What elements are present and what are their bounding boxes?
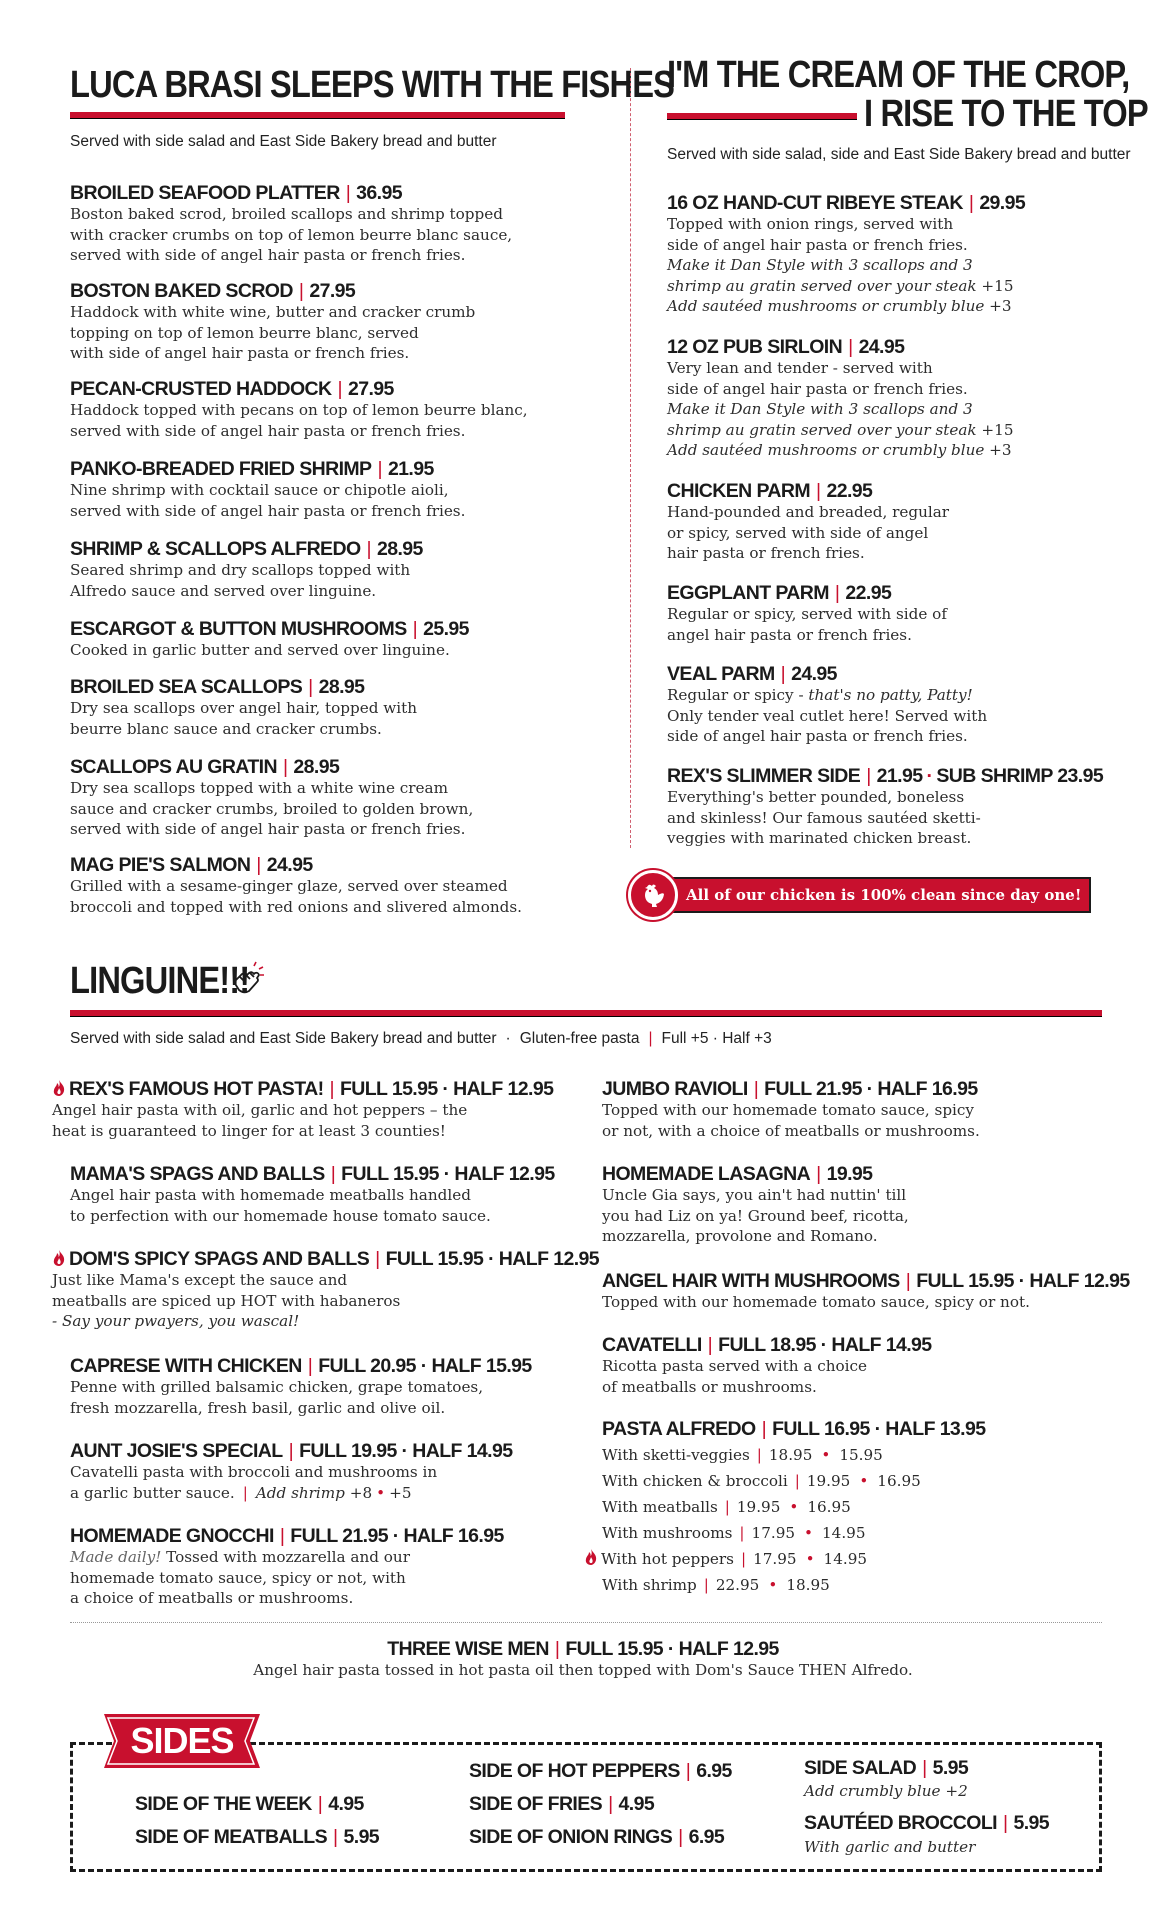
menu-item: CAVATELLI | FULL 18.95 · HALF 14.95 Ricotta pasta served with a choice of meatballs or mushrooms. (602, 1334, 932, 1396)
item-price: FULL 19.95 · HALF 14.95 (299, 1440, 513, 1462)
item-price: 29.95 (979, 192, 1026, 214)
item-desc-line: of meatballs or mushrooms. (602, 1377, 817, 1396)
entrees-title-line1: I'M THE CREAM OF THE CROP, (667, 54, 1130, 96)
option-full-price: 19.95 (736, 1498, 781, 1516)
item-price: FULL 15.95 · HALF 12.95 (339, 1078, 554, 1100)
option-half-price: 15.95 (839, 1446, 883, 1464)
item-name: AUNT JOSIE'S SPECIAL (70, 1440, 283, 1462)
item-name: BROILED SEA SCALLOPS (70, 676, 303, 698)
linguine-title-underline (70, 1010, 1102, 1016)
seafood-title-underline (70, 112, 565, 118)
item-desc-line: hair pasta or french fries. (667, 544, 865, 562)
item-quote: - Say your pwayers, you wascal! (52, 1312, 300, 1330)
item-desc-line: Dry sea scallops over angel hair, topped with (70, 699, 418, 717)
upsell-price: +3 (984, 441, 1012, 459)
item-desc-line: side of angel hair pasta or french fries. (667, 235, 968, 254)
item-desc-line: side of angel hair pasta or french fries. (667, 379, 968, 398)
item-desc-line: Regular or spicy, served with side of (667, 605, 947, 623)
option-label: With sketti-veggies (602, 1446, 750, 1464)
upsell-price: +15 (976, 276, 1014, 295)
menu-item-aunt-josie: AUNT JOSIE'S SPECIAL | FULL 19.95 · HALF 14.95 Cavatelli pasta with broccoli and mushrooms in a garlic butter sauce. | Add shrimp +8 • +5 (70, 1440, 513, 1502)
seafood-section-title: LUCA BRASI SLEEPS WITH THE FISHES (70, 64, 675, 106)
linguine-subtitle-gf: Gluten-free pasta (519, 1030, 640, 1047)
menu-item: DOM'S SPICY SPAGS AND BALLS | FULL 15.95 · HALF 12.95 Just like Mama's except the sauce and meatballs are spiced up HOT with habaneros - Say your pwayers, you wascal! (52, 1248, 600, 1330)
item-upsell-line: shrimp au gratin served over your steak (667, 420, 977, 439)
item-desc-line: veggies with marinated chicken breast. (667, 829, 972, 847)
upsell-price: +15 (976, 420, 1014, 439)
linguine-subtitle: Served with side salad and East Side Bakery bread and butter · Gluten-free pasta | Full +5 · Half +3 (70, 1030, 772, 1047)
menu-item-slimmer-side: REX'S SLIMMER SIDE | 21.95 · SUB SHRIMP 23.95 Everything's better pounded, boneless and skinless! Our famous sautéed sketti- veggies with marinated chicken breast. (667, 765, 1104, 847)
item-desc-line: fresh mozzarella, fresh basil, garlic and olive oil. (70, 1398, 446, 1417)
item-name: ANGEL HAIR WITH MUSHROOMS (602, 1270, 900, 1292)
seafood-subtitle: Served with side salad and East Side Bakery bread and butter (70, 133, 497, 150)
item-desc-line: Ricotta pasta served with a choice (602, 1357, 867, 1375)
item-price: 22.95 (845, 582, 892, 604)
menu-item: PANKO-BREADED FRIED SHRIMP | 21.95 Nine shrimp with cocktail sauce or chipotle aioli, served with side of angel hair pasta or french fries. (70, 458, 466, 520)
chicken-icon (628, 870, 678, 920)
sides-title: SIDES (130, 1720, 234, 1761)
item-desc-line: meatballs are spiced up HOT with habaneros (52, 1291, 401, 1310)
item-desc-line: Hand-pounded and breaded, regular (667, 503, 950, 521)
item-name: MAMA'S SPAGS AND BALLS (70, 1163, 325, 1185)
alfredo-option: With mushrooms | 17.95 • 14.95 (602, 1524, 866, 1542)
item-upsell-line: Add sautéed mushrooms or crumbly blue (667, 441, 985, 459)
sep: | (242, 1483, 248, 1502)
option-label: With hot peppers (601, 1550, 734, 1568)
side-week: SIDE OF THE WEEK | 4.95 (135, 1793, 364, 1815)
item-desc-line: Angel hair pasta tossed in hot pasta oil then topped with Dom's Sauce THEN Alfredo. (253, 1661, 913, 1679)
entrees-title-underline (667, 113, 857, 119)
menu-item: SCALLOPS AU GRATIN | 28.95 Dry sea scallops topped with a white wine cream sauce and cracker crumbs, broiled to golden brown, served with side of angel hair pasta or french fries. (70, 756, 474, 838)
item-name: EGGPLANT PARM (667, 582, 829, 604)
item-desc-line: Regular or spicy - (667, 686, 809, 704)
menu-item: MAG PIE'S SALMON | 24.95 Grilled with a sesame-ginger glaze, served over steamed broccoli and topped with red onions and slivered almonds. (70, 854, 522, 916)
item-desc-line: you had Liz on ya! Ground beef, ricotta, (602, 1206, 909, 1225)
item-desc-line: served with side of angel hair pasta or french fries. (70, 246, 466, 264)
item-desc-line: Nine shrimp with cocktail sauce or chipotle aioli, (70, 481, 449, 499)
option-sep: | (756, 1446, 762, 1464)
upsell-price: +3 (984, 297, 1012, 315)
item-name: JUMBO RAVIOLI (602, 1078, 748, 1100)
item-price: 24.95 (791, 663, 837, 685)
item-desc-line: a garlic butter sauce. (70, 1483, 235, 1502)
item-price: 28.95 (318, 676, 365, 698)
item-name: VEAL PARM (667, 663, 775, 685)
item-price: FULL 15.95 · HALF 12.95 (341, 1163, 555, 1185)
item-desc-line: Seared shrimp and dry scallops topped with (70, 561, 411, 579)
entrees-title-line2: I RISE TO THE TOP (864, 93, 1148, 135)
linguine-section-title: LINGUINE!!! (70, 960, 250, 1002)
item-desc-line: angel hair pasta or french fries. (667, 625, 912, 644)
item-desc-line: Topped with our homemade tomato sauce, spicy or not. (602, 1293, 1030, 1311)
item-quote: that's no patty, Patty! (808, 686, 973, 704)
menu-item-ribeye: 16 OZ HAND-CUT RIBEYE STEAK | 29.95 Topped with onion rings, served with side of angel hair pasta or french fries. Make it Dan Style with 3 scallops and 3 shrimp au gratin served over your steak +15 Add sautéed mushrooms or crumbly blue +3 (667, 192, 1026, 315)
item-desc-line: or spicy, served with side of angel (667, 523, 929, 542)
item-price: 28.95 (293, 756, 340, 778)
item-price: FULL 16.95 · HALF 13.95 (772, 1418, 986, 1440)
item-price: FULL 15.95 · HALF 12.95 (916, 1270, 1130, 1292)
menu-item: MAMA'S SPAGS AND BALLS | FULL 15.95 · HALF 12.95 Angel hair pasta with homemade meatballs handled to perfection with our homemade house tomato sauce. (70, 1163, 555, 1225)
spicy-flame-icon (52, 1079, 66, 1097)
wise-men-divider (70, 1622, 1102, 1623)
item-desc-line: Topped with our homemade tomato sauce, spicy (602, 1101, 974, 1119)
item-price: 24.95 (266, 854, 313, 876)
option-half-price: 16.95 (877, 1472, 921, 1490)
item-name: HOMEMADE GNOCCHI (70, 1525, 274, 1547)
item-name: DOM'S SPICY SPAGS AND BALLS (69, 1248, 370, 1270)
item-desc-line: Dry sea scallops topped with a white wine cream (70, 779, 448, 797)
item-price: 21.95 (876, 765, 923, 787)
menu-item-pasta-alfredo: PASTA ALFREDO | FULL 16.95 · HALF 13.95 With sketti-veggies | 18.95 • 15.95 With chicken & broccoli | 19.95 • 16.95 With meatballs | 19.95 • 16.95 With mushrooms | 17.95 • 14.95 With hot peppers | 17.95 • 14.95 With shrimp | 22.95 • 18.95 (602, 1418, 986, 1598)
option-label: With mushrooms (602, 1524, 733, 1542)
option-full-price: 19.95 (806, 1472, 851, 1490)
menu-item: BROILED SEA SCALLOPS | 28.95 Dry sea scallops over angel hair, topped with beurre blanc sauce and cracker crumbs. (70, 676, 418, 738)
item-price: FULL 21.95 · HALF 16.95 (290, 1525, 504, 1547)
alfredo-option: With chicken & broccoli | 19.95 • 16.95 (602, 1472, 921, 1490)
menu-item-eggplant-parm: EGGPLANT PARM | 22.95 Regular or spicy, served with side of angel hair pasta or french fries. (667, 582, 947, 644)
option-half-price: 16.95 (807, 1498, 851, 1516)
item-desc-line: and skinless! Our famous sautéed sketti- (667, 808, 981, 827)
menu-item: CAPRESE WITH CHICKEN | FULL 20.95 · HALF 15.95 Penne with grilled balsamic chicken, grape tomatoes, fresh mozzarella, fresh basil, garlic and olive oil. (70, 1355, 532, 1417)
item-desc-line: Boston baked scrod, broiled scallops and shrimp topped (70, 205, 503, 223)
item-price: 25.95 (423, 618, 469, 640)
side-onion-rings: SIDE OF ONION RINGS | 6.95 (469, 1826, 725, 1848)
menu-item: JUMBO RAVIOLI | FULL 21.95 · HALF 16.95 Topped with our homemade tomato sauce, spicy or not, with a choice of meatballs or mushrooms. (602, 1078, 980, 1140)
option-label: With shrimp (602, 1576, 697, 1594)
item-price: FULL 18.95 · HALF 14.95 (718, 1334, 932, 1356)
side-broccoli: SAUTÉED BROCCOLI | 5.95 (804, 1812, 1050, 1834)
item-price: 19.95 (826, 1163, 873, 1185)
item-price: 24.95 (858, 336, 905, 358)
alfredo-option: With hot peppers | 17.95 • 14.95 (584, 1546, 986, 1572)
clean-chicken-label: All of our chicken is 100% clean since day one! (654, 877, 1091, 913)
item-desc-line: Haddock with white wine, butter and cracker crumb (70, 303, 476, 321)
item-desc-line: Tossed with mozzarella and our (161, 1548, 410, 1566)
item-desc-line: side of angel hair pasta or french fries. (667, 727, 968, 745)
item-sub-option: SUB SHRIMP 23.95 (936, 765, 1104, 787)
item-desc-line: Just like Mama's except the sauce and (52, 1271, 348, 1289)
item-name: HOMEMADE LASAGNA (602, 1163, 811, 1185)
item-desc-line: served with side of angel hair pasta or french fries. (70, 421, 466, 440)
option-sep: | (703, 1576, 709, 1594)
item-desc-line: Everything's better pounded, boneless (667, 788, 965, 806)
item-desc-line: mozzarella, provolone and Romano. (602, 1227, 878, 1245)
item-name: SHRIMP & SCALLOPS ALFREDO (70, 538, 361, 560)
alfredo-option: With meatballs | 19.95 • 16.95 (602, 1498, 851, 1516)
item-desc-line: Angel hair pasta with oil, garlic and hot peppers – the (52, 1101, 468, 1119)
item-desc-line: with cracker crumbs on top of lemon beurre blanc sauce, (70, 225, 513, 244)
item-desc-line: Alfredo sauce and served over linguine. (70, 581, 377, 600)
item-desc-line: Topped with onion rings, served with (667, 215, 954, 233)
menu-item-gnocchi: HOMEMADE GNOCCHI | FULL 21.95 · HALF 16.95 Made daily! Tossed with mozzarella and our homemade tomato sauce, spicy or not, with a choice of meatballs or mushrooms. (70, 1525, 504, 1607)
item-name: MAG PIE'S SALMON (70, 854, 251, 876)
item-name: REX'S SLIMMER SIDE (667, 765, 861, 787)
item-upsell-line: Make it Dan Style with 3 scallops and 3 (667, 256, 973, 274)
menu-item: REX'S FAMOUS HOT PASTA! | FULL 15.95 · HALF 12.95 Angel hair pasta with oil, garlic and hot peppers – the heat is guaranteed to linger for at least 3 counties! (52, 1078, 554, 1140)
item-name: CAVATELLI (602, 1334, 702, 1356)
menu-item: BROILED SEAFOOD PLATTER | 36.95 Boston baked scrod, broiled scallops and shrimp topped with cracker crumbs on top of lemon beurre blanc sauce, served with side of angel hair pasta or french fries. (70, 182, 513, 264)
menu-item-three-wise-men: THREE WISE MEN | FULL 15.95 · HALF 12.95 Angel hair pasta tossed in hot pasta oil then topped with Dom's Sauce THEN Alfredo. (0, 1638, 1166, 1681)
option-full-price: 17.95 (753, 1550, 797, 1568)
option-half-price: 14.95 (822, 1524, 866, 1542)
item-upsell: Add shrimp (255, 1483, 345, 1502)
side-fries: SIDE OF FRIES | 4.95 (469, 1793, 655, 1815)
item-desc-line: served with side of angel hair pasta or french fries. (70, 820, 466, 838)
item-price: FULL 15.95 · HALF 12.95 (565, 1638, 779, 1660)
alfredo-options (602, 1442, 986, 1598)
clean-chicken-badge (628, 870, 1091, 920)
linguine-subtitle-gf-price: Full +5 · Half +3 (661, 1030, 772, 1047)
item-desc-line: sauce and cracker crumbs, broiled to golden brown, (70, 799, 474, 818)
option-sep: | (724, 1498, 730, 1516)
item-desc-line: a choice of meatballs or mushrooms. (70, 1589, 354, 1607)
side-broccoli-note: With garlic and butter (804, 1838, 976, 1856)
item-name: ESCARGOT & BUTTON MUSHROOMS (70, 618, 407, 640)
item-desc-line: Very lean and tender - served with (667, 359, 933, 377)
item-price: 22.95 (826, 480, 873, 502)
item-desc-line: with side of angel hair pasta or french fries. (70, 344, 410, 362)
item-upsell-line: Add sautéed mushrooms or crumbly blue (667, 297, 985, 315)
option-full-price: 17.95 (751, 1524, 796, 1542)
item-name: CHICKEN PARM (667, 480, 811, 502)
column-divider (630, 68, 631, 848)
item-upsell-line: shrimp au gratin served over your steak (667, 276, 977, 295)
item-desc-line: homemade tomato sauce, spicy or not, with (70, 1568, 406, 1587)
alfredo-option: With shrimp | 22.95 • 18.95 (602, 1576, 830, 1594)
item-name: 16 OZ HAND-CUT RIBEYE STEAK (667, 192, 963, 214)
item-price: 27.95 (309, 280, 356, 302)
item-desc-line: Grilled with a sesame-ginger glaze, served over steamed (70, 877, 508, 895)
upsell-half-price: +5 (389, 1483, 412, 1502)
menu-item: HOMEMADE LASAGNA | 19.95 Uncle Gia says, you ain't had nuttin' till you had Liz on ya! Ground beef, ricotta, mozzarella, provolone and Romano. (602, 1163, 909, 1245)
item-name: SCALLOPS AU GRATIN (70, 756, 277, 778)
menu-item: ANGEL HAIR WITH MUSHROOMS | FULL 15.95 · HALF 12.95 Topped with our homemade tomato sauce, spicy or not. (602, 1270, 1130, 1311)
sides-banner (104, 1714, 260, 1768)
option-full-price: 18.95 (768, 1446, 813, 1464)
item-price: FULL 15.95 · HALF 12.95 (385, 1248, 600, 1270)
item-price: 36.95 (356, 182, 402, 204)
option-full-price: 22.95 (715, 1576, 760, 1594)
item-name: BROILED SEAFOOD PLATTER (70, 182, 340, 204)
side-hot-peppers: SIDE OF HOT PEPPERS | 6.95 (469, 1760, 732, 1782)
menu-item-veal-parm: VEAL PARM | 24.95 Regular or spicy - that's no patty, Patty! Only tender veal cutlet here! Served with side of angel hair pasta or french fries. (667, 663, 988, 745)
spicy-flame-icon (584, 1548, 598, 1566)
item-desc-line: Haddock topped with pecans on top of lemon beurre blanc, (70, 401, 528, 419)
option-sep: | (739, 1524, 745, 1542)
fist-icon (226, 960, 266, 1000)
menu-item: SHRIMP & SCALLOPS ALFREDO | 28.95 Seared shrimp and dry scallops topped with Alfredo sauce and served over linguine. (70, 538, 423, 600)
option-sep: | (740, 1550, 747, 1568)
option-half-price: 14.95 (823, 1550, 868, 1568)
item-name: PASTA ALFREDO (602, 1418, 756, 1440)
item-name: BOSTON BAKED SCROD (70, 280, 293, 302)
side-salad-note: Add crumbly blue +2 (804, 1782, 968, 1800)
side-meatballs: SIDE OF MEATBALLS | 5.95 (135, 1826, 380, 1848)
item-price: FULL 20.95 · HALF 15.95 (318, 1355, 532, 1377)
item-desc-line: Angel hair pasta with homemade meatballs handled (70, 1186, 471, 1204)
item-name: THREE WISE MEN (387, 1638, 549, 1660)
linguine-subtitle-served: Served with side salad and East Side Bakery bread and butter (70, 1030, 497, 1047)
item-desc-line: to perfection with our homemade house tomato sauce. (70, 1206, 491, 1225)
item-note: Made daily! (70, 1548, 162, 1566)
item-name: PECAN-CRUSTED HADDOCK (70, 378, 332, 400)
item-desc-line: beurre blanc sauce and cracker crumbs. (70, 719, 382, 738)
item-desc-line: Cavatelli pasta with broccoli and mushrooms in (70, 1463, 438, 1481)
item-price: 21.95 (387, 458, 434, 480)
option-label: With chicken & broccoli (602, 1472, 788, 1490)
item-desc-line: broccoli and topped with red onions and slivered almonds. (70, 897, 522, 916)
item-desc-line: served with side of angel hair pasta or french fries. (70, 501, 466, 520)
item-price: FULL 21.95 · HALF 16.95 (764, 1078, 978, 1100)
item-name: 12 OZ PUB SIRLOIN (667, 336, 843, 358)
item-price: 28.95 (377, 538, 423, 560)
item-desc-line: Uncle Gia says, you ain't had nuttin' till (602, 1186, 907, 1204)
option-sep: | (794, 1472, 800, 1490)
option-half-price: 18.95 (786, 1576, 830, 1594)
side-salad: SIDE SALAD | 5.95 (804, 1757, 969, 1779)
item-desc-line: Cooked in garlic butter and served over linguine. (70, 641, 450, 659)
menu-item: ESCARGOT & BUTTON MUSHROOMS | 25.95 Cooked in garlic butter and served over linguine. (70, 618, 469, 659)
spicy-flame-icon (52, 1249, 66, 1267)
entrees-subtitle: Served with side salad, side and East Side Bakery bread and butter (667, 146, 1131, 163)
item-desc-line: Only tender veal cutlet here! Served with (667, 706, 988, 725)
item-upsell-line: Make it Dan Style with 3 scallops and 3 (667, 400, 973, 418)
menu-item: BOSTON BAKED SCROD | 27.95 Haddock with white wine, butter and cracker crumb topping on top of lemon beurre blanc, served with side of angel hair pasta or french fries. (70, 280, 476, 362)
menu-item-sirloin: 12 OZ PUB SIRLOIN | 24.95 Very lean and tender - served with side of angel hair pasta or french fries. Make it Dan Style with 3 scallops and 3 shrimp au gratin served over your steak +15 Add sautéed mushrooms or crumbly blue +3 (667, 336, 1014, 459)
option-label: With meatballs (602, 1498, 718, 1516)
item-name: PANKO-BREADED FRIED SHRIMP (70, 458, 372, 480)
item-name: REX'S FAMOUS HOT PASTA! (69, 1078, 324, 1100)
menu-item-chicken-parm: CHICKEN PARM | 22.95 Hand-pounded and breaded, regular or spicy, served with side of angel hair pasta or french fries. (667, 480, 950, 562)
item-name: CAPRESE WITH CHICKEN (70, 1355, 302, 1377)
upsell-full-price: +8 (349, 1483, 373, 1502)
alfredo-option: With sketti-veggies | 18.95 • 15.95 (602, 1446, 883, 1464)
item-desc-line: topping on top of lemon beurre blanc, served (70, 323, 419, 342)
item-price: 27.95 (347, 378, 394, 400)
item-desc-line: heat is guaranteed to linger for at least 3 counties! (52, 1121, 446, 1140)
item-desc-line: Penne with grilled balsamic chicken, grape tomatoes, (70, 1378, 484, 1396)
item-desc-line: or not, with a choice of meatballs or mushrooms. (602, 1121, 980, 1140)
menu-item: PECAN-CRUSTED HADDOCK | 27.95 Haddock topped with pecans on top of lemon beurre blanc, served with side of angel hair pasta or french fries. (70, 378, 528, 440)
